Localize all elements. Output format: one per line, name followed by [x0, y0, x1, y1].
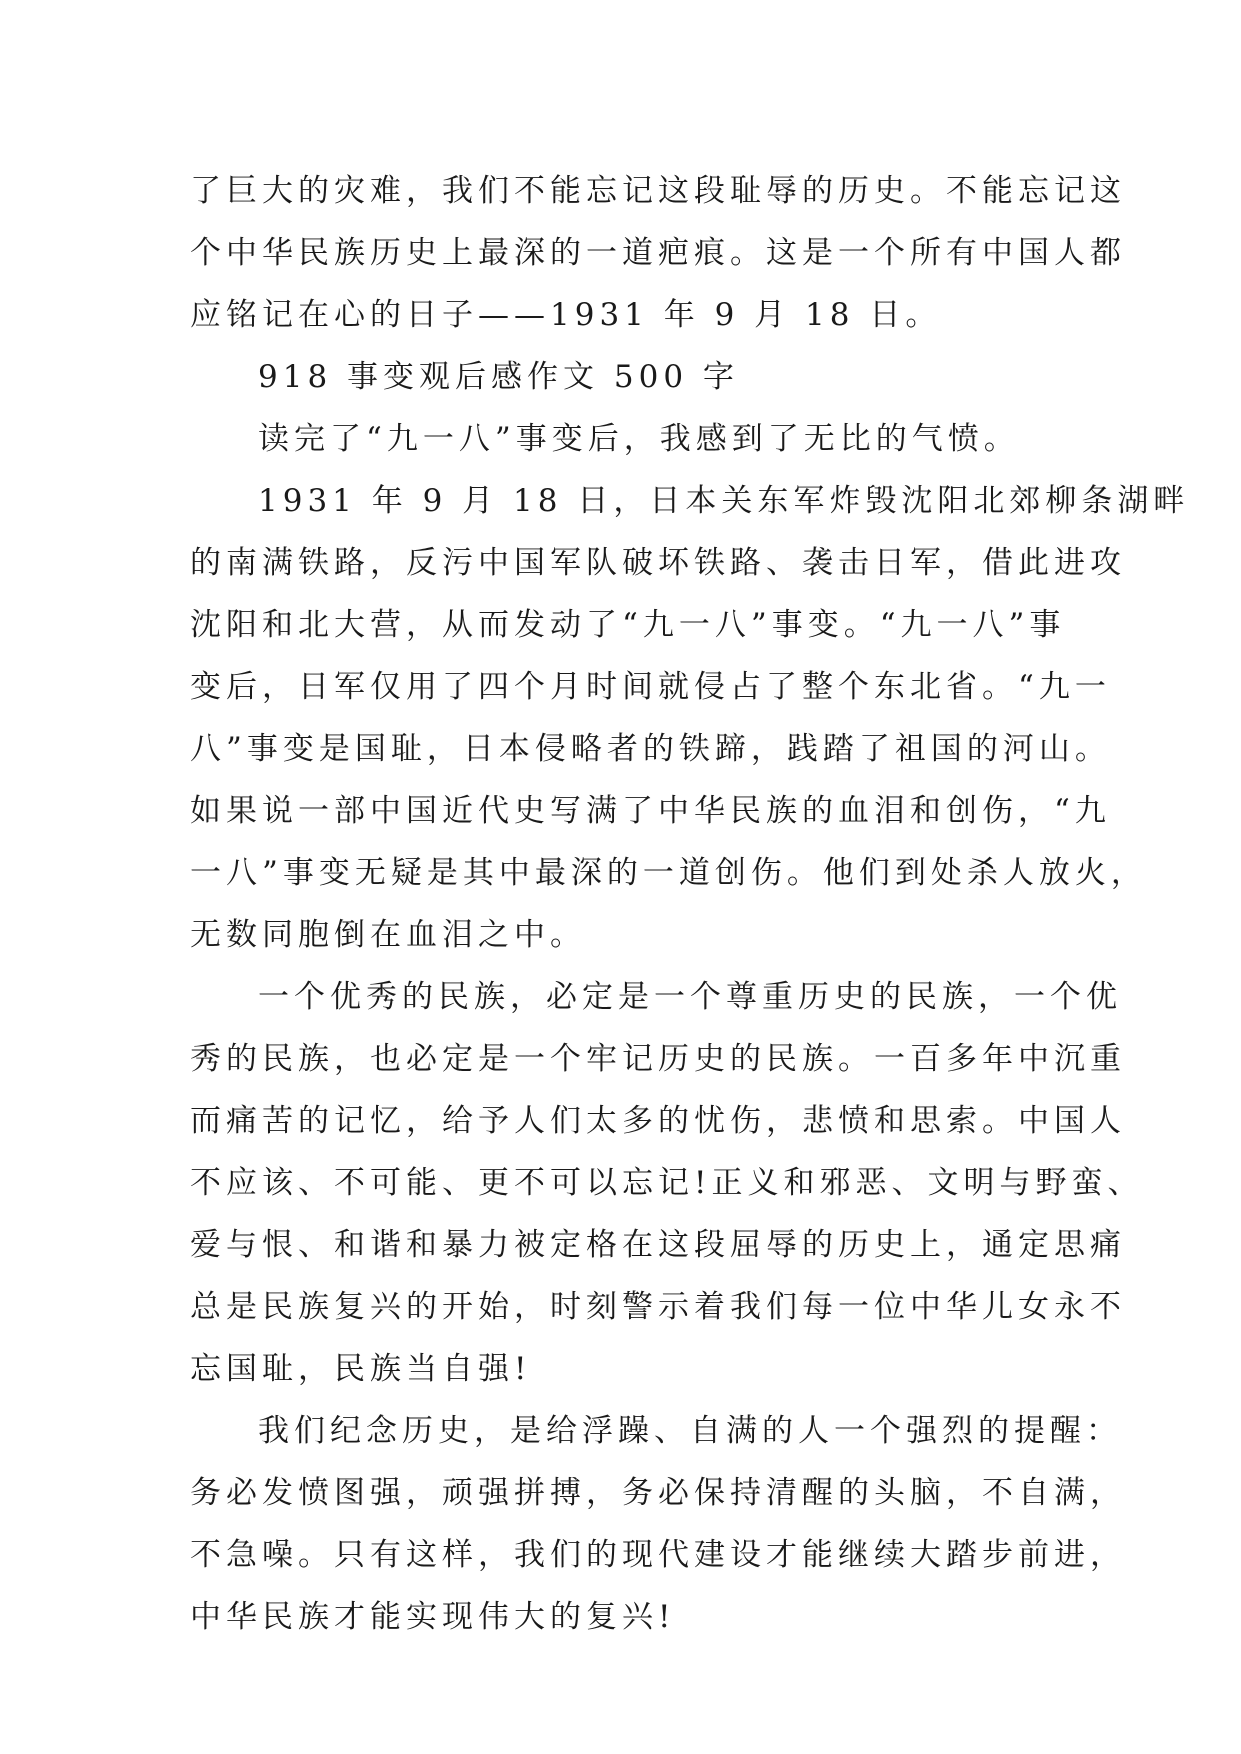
- text-line: 沈阳和北大营，从而发动了“九一八”事变。“九一八”事: [190, 607, 1066, 643]
- paragraph-reaction: [190, 408, 1060, 470]
- text-line: 务必发愤图强，顽强拼搏，务必保持清醒的头脑，不自满，: [190, 1475, 1126, 1511]
- text-line: 变后，日军仅用了四个月时间就侵占了整个东北省。“九一: [190, 669, 1111, 705]
- text-line: 应铭记在心的日子——1931 年 9 月 18 日。: [190, 297, 942, 333]
- paragraph-history: [190, 470, 1190, 966]
- paragraph-conclusion: [190, 1400, 1126, 1648]
- text-line: 的南满铁路，反污中国军队破坏铁路、袭击日军，借此进攻: [190, 545, 1126, 581]
- heading-line: 918 事变观后感作文 500 字: [258, 359, 739, 395]
- text-line: 个中华民族历史上最深的一道疤痕。这是一个所有中国人都: [190, 235, 1126, 271]
- text-line: 八”事变是国耻，日本侵略者的铁蹄，践踏了祖国的河山。: [190, 731, 1111, 767]
- text-line: 一个优秀的民族，必定是一个尊重历史的民族，一个优: [258, 979, 1122, 1015]
- text-line: 而痛苦的记忆，给予人们太多的忧伤，悲愤和思索。中国人: [190, 1103, 1126, 1139]
- text-line: 忘国耻，民族当自强!: [190, 1351, 532, 1387]
- text-line: 不应该、不可能、更不可以忘记!正义和邪恶、文明与野蛮、: [190, 1165, 1144, 1201]
- paragraph-nation: [190, 966, 1144, 1400]
- text-line: 无数同胞倒在血泪之中。: [190, 917, 586, 953]
- text-line: 总是民族复兴的开始，时刻警示着我们每一位中华儿女永不: [190, 1289, 1126, 1325]
- paragraph-intro: [190, 160, 1126, 346]
- text-line: 如果说一部中国近代史写满了中华民族的血泪和创伤，“九: [190, 793, 1111, 829]
- text-line: 爱与恨、和谐和暴力被定格在这段屈辱的历史上，通定思痛: [190, 1227, 1126, 1263]
- text-line: 读完了“九一八”事变后，我感到了无比的气愤。: [258, 421, 1020, 457]
- text-line: 我们纪念历史，是给浮躁、自满的人一个强烈的提醒：: [258, 1413, 1122, 1449]
- text-line: 了巨大的灾难，我们不能忘记这段耻辱的历史。不能忘记这: [190, 173, 1126, 209]
- text-line: 秀的民族，也必定是一个牢记历史的民族。一百多年中沉重: [190, 1041, 1126, 1077]
- text-line: 中华民族才能实现伟大的复兴!: [190, 1599, 676, 1635]
- text-line: 不急噪。只有这样，我们的现代建设才能继续大踏步前进，: [190, 1537, 1126, 1573]
- section-heading: [190, 346, 1060, 408]
- text-line: 一八”事变无疑是其中最深的一道创伤。他们到处杀人放火，: [190, 855, 1147, 891]
- text-line: 1931 年 9 月 18 日，日本关东军炸毁沈阳北郊柳条湖畔: [258, 483, 1190, 519]
- document-body: [190, 160, 1190, 1648]
